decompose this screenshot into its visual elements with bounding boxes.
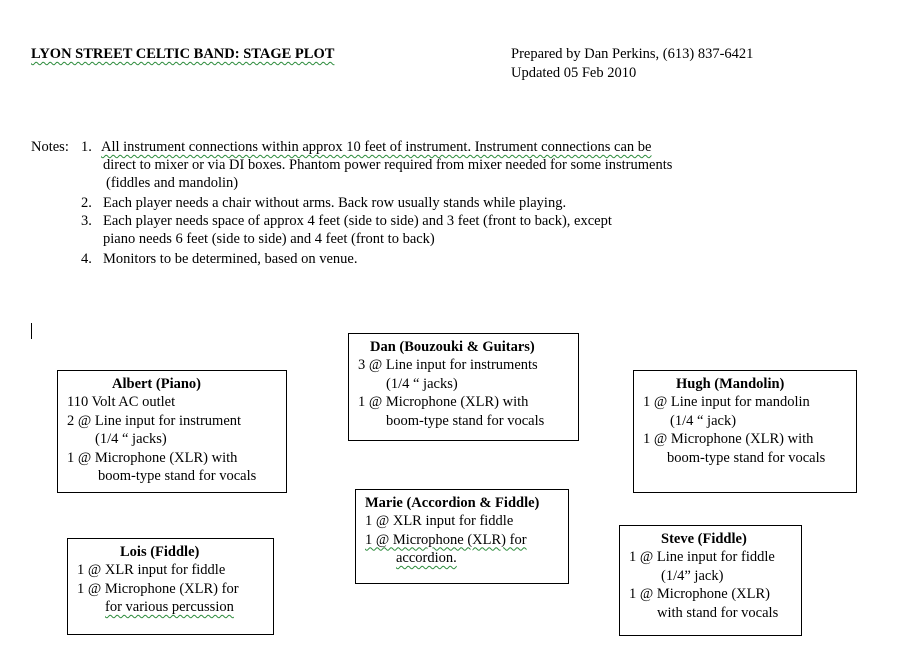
player-name: Lois (Fiddle): [120, 544, 200, 560]
requirement-line: (1/4 “ jack): [670, 412, 737, 429]
requirement-line: accordion.: [396, 550, 457, 566]
requirement-line: 1 @ Microphone (XLR) with: [67, 449, 238, 466]
player-box-steve: [619, 525, 802, 636]
requirement-line: 1 @ Microphone (XLR) with: [643, 431, 814, 447]
player-box-dan: [348, 333, 579, 441]
player-box-lois: [67, 538, 274, 635]
requirement-line: 1 @ Microphone (XLR) for: [365, 531, 527, 548]
player-box-hugh: [633, 370, 857, 493]
requirement-line: 1 @ XLR input for fiddle: [77, 562, 226, 578]
updated-date: Updated 05 Feb 2010: [511, 65, 637, 81]
requirement-line: 1 @ Line input for mandolin: [643, 394, 810, 410]
prepared-by: Prepared by Dan Perkins, (613) 837-6421: [511, 46, 754, 62]
note-line: All instrument connections within approx 10 feet of instrument. Instrument connections can be: [101, 139, 652, 155]
player-name: Steve (Fiddle): [661, 531, 747, 547]
note-line: Each player needs space of approx 4 feet (side to side) and 3 feet (front to back), except: [103, 213, 612, 229]
note-line: piano needs 6 feet (side to side) and 4 feet (front to back): [103, 231, 435, 247]
player-name: Hugh (Mandolin): [676, 376, 785, 392]
note-line: (fiddles and mandolin): [106, 175, 239, 191]
requirement-line: with stand for vocals: [657, 604, 779, 621]
note-number: 3.: [81, 213, 92, 229]
requirement-line: 1 @ Microphone (XLR) with: [358, 394, 529, 410]
requirement-line: for various percussion: [105, 599, 234, 615]
player-name: Dan (Bouzouki & Guitars): [370, 339, 535, 355]
requirement-line: 1 @ Microphone (XLR): [629, 586, 771, 602]
requirement-line: 1 @ Line input for fiddle: [629, 549, 775, 565]
player-box-albert: [57, 370, 287, 493]
note-line: Each player needs a chair without arms. Back row usually stands while playing.: [103, 195, 567, 211]
requirement-line: 3 @ Line input for instruments: [358, 357, 538, 373]
note-line: direct to mixer or via DI boxes. Phantom power required from mixer needed for some instruments: [103, 157, 673, 173]
document-title: LYON STREET CELTIC BAND: STAGE PLOT: [31, 46, 335, 62]
text-cursor: [31, 323, 32, 339]
requirement-line: boom-type stand for vocals: [667, 449, 826, 466]
requirement-line: 1 @ Microphone (XLR) for: [77, 580, 239, 597]
note-number: 4.: [81, 251, 92, 267]
requirement-line: boom-type stand for vocals: [386, 412, 545, 429]
note-number: 2.: [81, 195, 92, 211]
player-box-marie: [355, 489, 569, 584]
requirement-line: 2 @ Line input for instrument: [67, 412, 242, 429]
requirement-line: boom-type stand for vocals: [98, 468, 257, 484]
requirement-line: (1/4 “ jacks): [386, 375, 458, 392]
note-line: Monitors to be determined, based on venue.: [103, 251, 358, 267]
player-name: Marie (Accordion & Fiddle): [365, 495, 540, 511]
notes-label: Notes:: [31, 139, 69, 155]
requirement-line: 110 Volt AC outlet: [67, 394, 176, 410]
requirement-line: (1/4 “ jacks): [95, 431, 167, 447]
note-number: 1.: [81, 139, 92, 155]
requirement-line: (1/4” jack): [661, 567, 724, 584]
requirement-line: 1 @ XLR input for fiddle: [365, 513, 514, 529]
player-name: Albert (Piano): [112, 376, 201, 392]
